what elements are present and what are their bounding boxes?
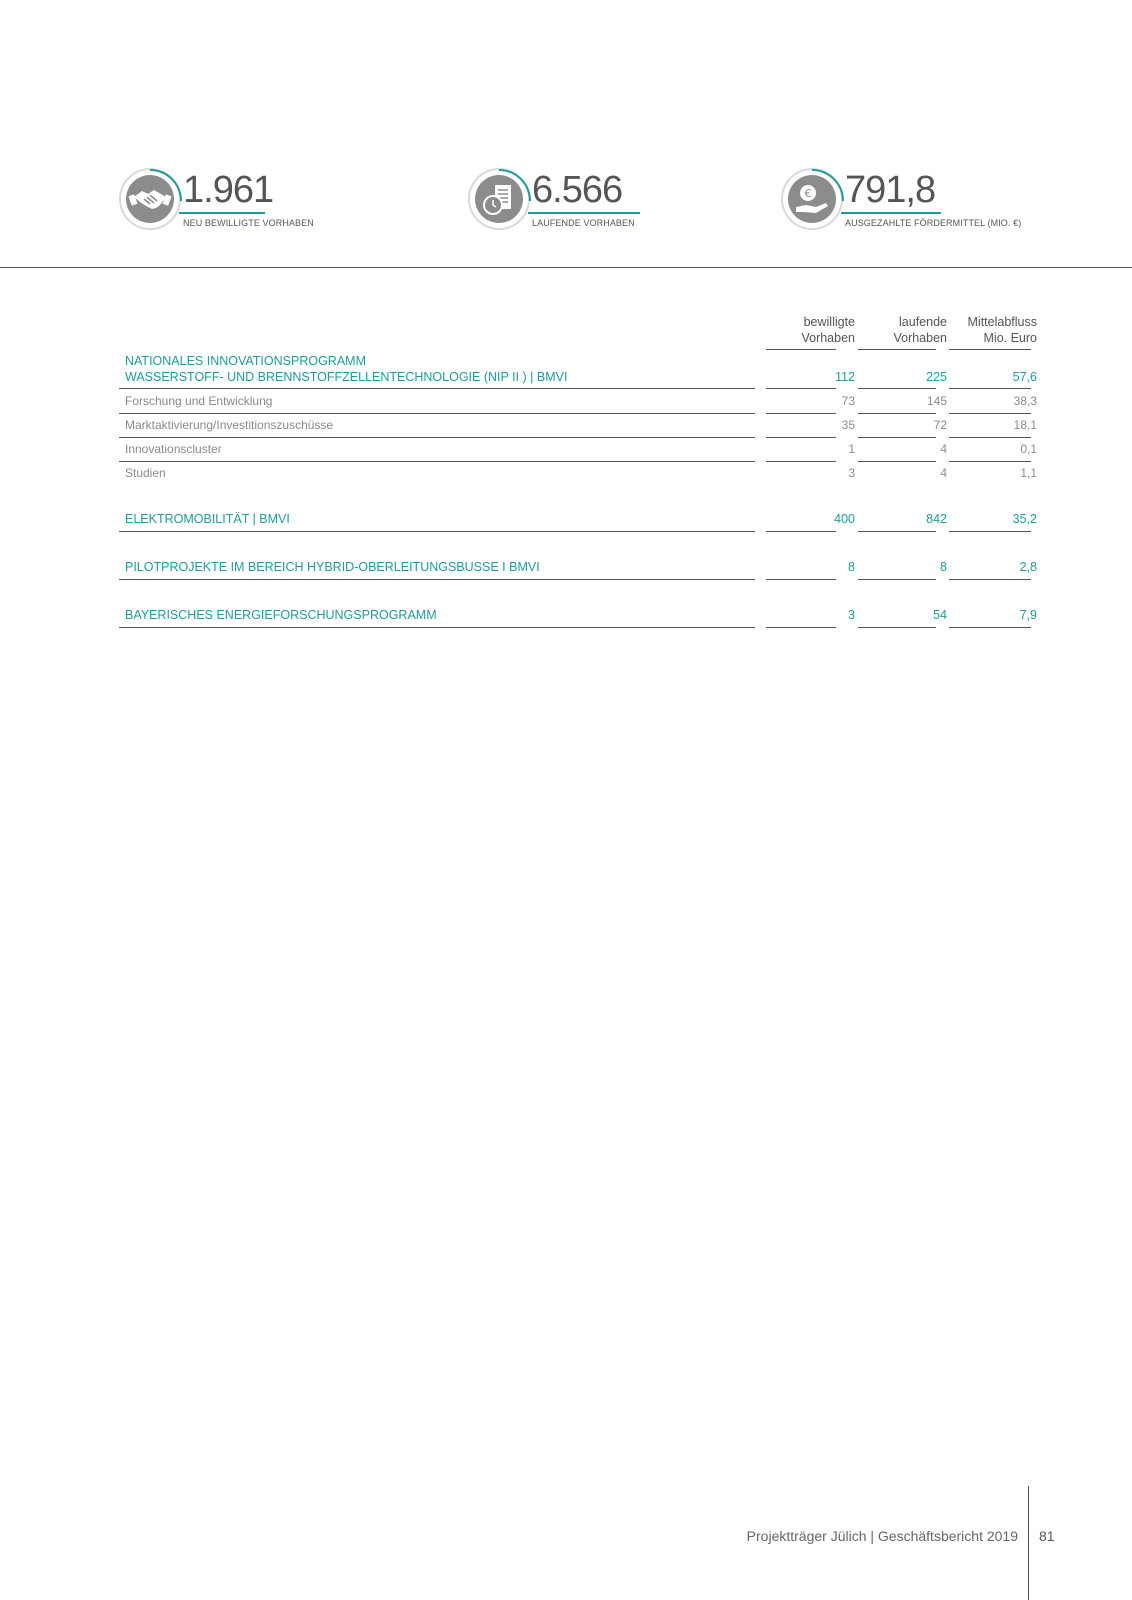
kpi-value: 1.961 [183, 169, 274, 211]
kpi-underline [179, 212, 265, 214]
table-section-title [119, 512, 1037, 532]
row-rule [858, 413, 936, 414]
cell-approved: 3 [848, 466, 855, 480]
cell-funds: 2,8 [1019, 560, 1037, 574]
header-rule [766, 349, 836, 350]
header-rule [858, 349, 936, 350]
cell-running: 72 [933, 418, 947, 432]
row-rule [766, 531, 836, 532]
row-rule [119, 388, 755, 389]
cell-funds: 0,1 [1020, 442, 1037, 456]
row-rule [949, 579, 1031, 580]
kpi-label: NEU BEWILLIGTE VORHABEN [183, 218, 314, 228]
header-line: Mio. Euro [983, 331, 1037, 345]
cell-approved: 400 [834, 512, 855, 526]
row-rule [949, 531, 1031, 532]
cell-approved: 73 [841, 394, 855, 408]
kpi-icon-circle [468, 168, 530, 230]
row-rule [119, 461, 755, 462]
row-rule [949, 461, 1031, 462]
kpi-new-approved [119, 168, 339, 234]
document-clock-icon [475, 175, 523, 223]
cell-approved: 8 [848, 560, 855, 574]
row-label: Innovationscluster [125, 442, 222, 456]
row-rule [858, 531, 936, 532]
row-rule [858, 461, 936, 462]
row-rule [949, 413, 1031, 414]
handshake-icon [126, 175, 174, 223]
cell-approved: 3 [848, 608, 855, 622]
kpi-value: 791,8 [845, 169, 936, 211]
section-title-line: NATIONALES INNOVATIONSPROGRAMM [125, 354, 366, 368]
cell-running: 842 [926, 512, 947, 526]
section-title-line: PILOTPROJEKTE IM BEREICH HYBRID-OBERLEITUNGSBUSSE I BMVI [125, 560, 540, 574]
cell-running: 145 [926, 394, 947, 408]
header-line: Vorhaben [801, 331, 855, 345]
row-rule [119, 579, 755, 580]
header-line: Vorhaben [893, 331, 947, 345]
kpi-paid-funding [781, 168, 1031, 234]
footer-divider [1028, 1486, 1029, 1600]
row-rule [949, 388, 1031, 389]
row-label: Forschung und Entwicklung [125, 394, 273, 408]
row-rule [858, 437, 936, 438]
euro-hand-icon [788, 175, 836, 223]
cell-running: 54 [933, 608, 947, 622]
row-rule [766, 388, 836, 389]
cell-approved: 35 [841, 418, 855, 432]
table-section-title [119, 560, 1037, 580]
page-number: 81 [1039, 1528, 1055, 1544]
row-rule [858, 627, 936, 628]
header-line: Mittelabfluss [967, 315, 1037, 329]
row-rule [766, 627, 836, 628]
row-rule [766, 413, 836, 414]
table-section-title [119, 608, 1037, 628]
row-label: Studien [125, 466, 166, 480]
kpi-icon-circle [781, 168, 843, 230]
header-line: laufende [899, 315, 947, 329]
cell-running: 4 [940, 466, 947, 480]
table-row [119, 418, 1037, 438]
kpi-underline [528, 212, 640, 214]
header-line: bewilligte [803, 315, 855, 329]
column-header-funds [949, 314, 1037, 346]
table-section-title [119, 354, 1037, 388]
kpi-value: 6.566 [532, 169, 623, 211]
cell-running: 4 [940, 442, 947, 456]
kpi-running [468, 168, 668, 234]
section-divider [0, 267, 1132, 268]
kpi-icon-circle [119, 168, 181, 230]
column-header-approved [777, 314, 855, 346]
row-rule [119, 531, 755, 532]
row-label: Marktaktivierung/Investitionszuschüsse [125, 418, 334, 432]
header-rule [949, 349, 1031, 350]
row-rule [119, 437, 755, 438]
table-row [119, 442, 1037, 462]
kpi-underline [841, 212, 941, 214]
section-title-line: ELEKTROMOBILITÄT | BMVI [125, 512, 290, 526]
footer-title: Projektträger Jülich | Geschäftsbericht 2019 [746, 1528, 1018, 1544]
row-rule [119, 627, 755, 628]
cell-funds: 7,9 [1019, 608, 1037, 622]
cell-funds: 57,6 [1012, 370, 1037, 384]
table-row [119, 394, 1037, 414]
table-row [119, 466, 1037, 486]
section-title-line: WASSERSTOFF- UND BRENNSTOFFZELLENTECHNOLOGIE (NIP II ) | BMVI [125, 370, 568, 384]
cell-funds: 35,2 [1012, 512, 1037, 526]
cell-approved: 1 [848, 442, 855, 456]
cell-running: 225 [926, 370, 947, 384]
section-title-line: BAYERISCHES ENERGIEFORSCHUNGSPROGRAMM [125, 608, 437, 622]
row-rule [858, 388, 936, 389]
row-rule [858, 579, 936, 580]
row-rule [766, 579, 836, 580]
row-rule [949, 437, 1031, 438]
column-header-running [869, 314, 947, 346]
row-rule [766, 437, 836, 438]
cell-funds: 1,1 [1020, 466, 1037, 480]
cell-funds: 18,1 [1013, 418, 1037, 432]
row-rule [119, 413, 755, 414]
cell-running: 8 [940, 560, 947, 574]
row-rule [949, 627, 1031, 628]
cell-funds: 38,3 [1013, 394, 1037, 408]
row-rule [766, 461, 836, 462]
cell-approved: 112 [835, 370, 855, 384]
svg-text:€: € [804, 187, 812, 200]
kpi-label: AUSGEZAHLTE FÖRDERMITTEL (MIO. €) [845, 218, 1022, 228]
kpi-label: LAUFENDE VORHABEN [532, 218, 635, 228]
